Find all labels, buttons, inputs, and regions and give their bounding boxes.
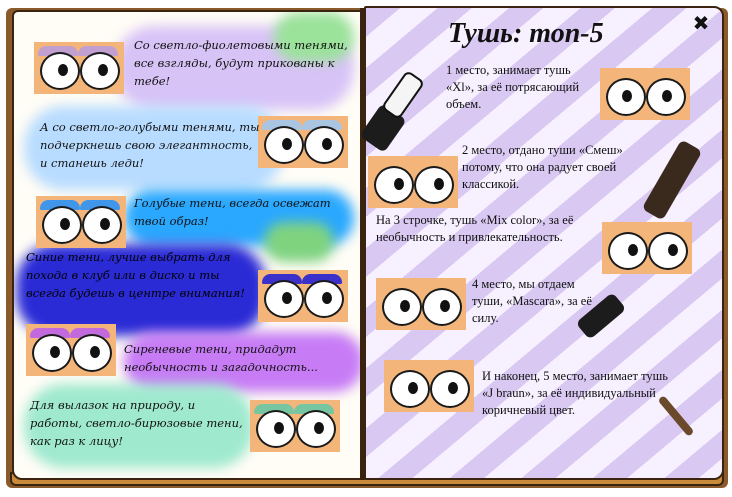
top-item-2: 2 место, отдано туши «Смеш» потому, что она радует своей классикой.: [462, 143, 623, 191]
eyes-illustration: [376, 278, 466, 330]
top-item-5: И наконец, 5 место, занимает тушь «J braun», за её индивидуальный коричневый цвет.: [482, 369, 668, 417]
eyes-illustration: [258, 270, 348, 322]
eyes-illustration: [258, 116, 348, 168]
left-item-2: А со светло-голубыми тенями, ты подчеркнешь свою элегантность, и станешь леди!: [40, 120, 260, 170]
left-item-3: Голубые тени, всегда освежат твой образ!: [134, 196, 331, 228]
eyes-illustration: [26, 324, 116, 376]
page-title: Тушь: топ-5: [448, 18, 604, 49]
left-item-1: Со светло-фиолетовыми тенями, все взгляды, будут прикованы к тебе!: [134, 38, 348, 88]
top-item-3: На 3 строчке, тушь «Mix color», за её необычность и привлекательность.: [376, 213, 574, 244]
eyes-illustration: [602, 222, 692, 274]
book-spine: [360, 8, 366, 478]
eyes-illustration: [600, 68, 690, 120]
left-item-4: Синие тени, лучше выбрать для похода в клуб или в диско и ты всегда будешь в центре внимания!: [26, 250, 245, 300]
eyes-illustration: [368, 156, 458, 208]
top-item-1: 1 место, занимает тушь «Xl», за её потрясающий объем.: [446, 63, 580, 111]
left-item-5: Сиреневые тени, придадут необычность и загадочность...: [124, 342, 318, 374]
eyes-illustration: [250, 400, 340, 452]
top-item-4: 4 место, мы отдаем туши, «Mascara», за её силу.: [472, 277, 592, 325]
eyes-illustration: [34, 42, 124, 94]
left-item-6: Для вылазок на природу, и работы, светло-бирюзовые тени, как раз к лицу!: [30, 398, 243, 448]
eyes-illustration: [36, 196, 126, 248]
close-icon[interactable]: ✖: [692, 11, 710, 35]
eyes-illustration: [384, 360, 474, 412]
